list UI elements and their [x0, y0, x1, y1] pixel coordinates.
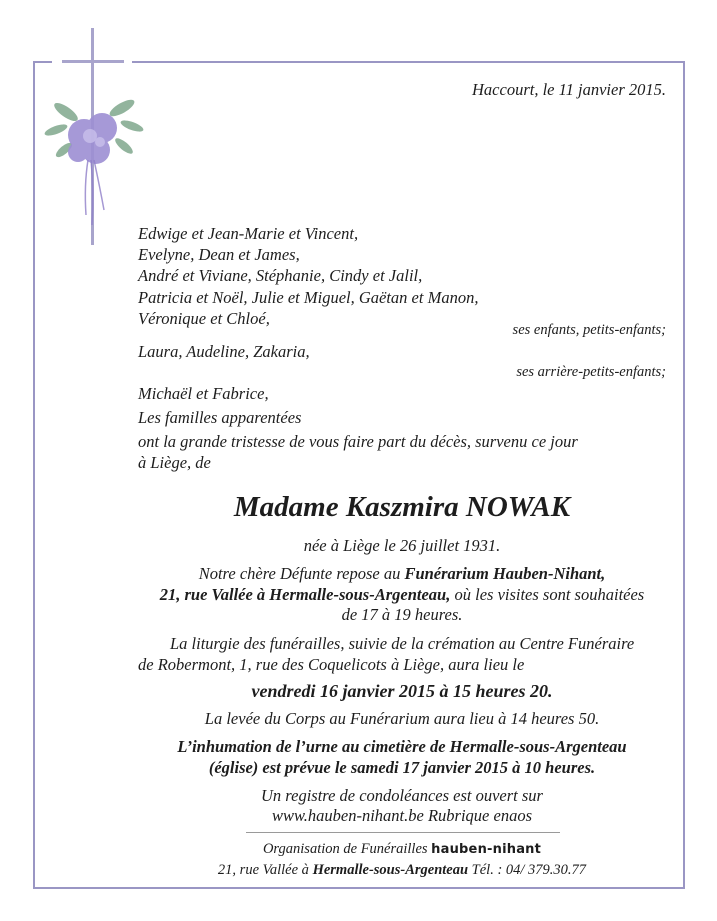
- footer-divider: [246, 832, 560, 833]
- liturgy-line: La liturgie des funérailles, suivie de la crémation au Centre Funéraire: [170, 634, 635, 653]
- funerarium-line: 21, rue Vallée à Hermalle-sous-Argenteau, où les visites sont souhaitées: [159, 585, 645, 604]
- family-role: ses enfants, petits-enfants;: [512, 322, 666, 338]
- inhumation-line: L’inhumation de l’urne au cimetière de Hermalle-sous-Argenteau: [177, 737, 627, 756]
- funerarium-line: Notre chère Défunte repose au Funérarium Hauben-Nihant,: [198, 564, 606, 583]
- family-line: Edwige et Jean-Marie et Vincent,: [138, 224, 359, 243]
- family-line: Evelyne, Dean et James,: [138, 245, 300, 264]
- deceased-name: Madame Kaszmira NOWAK: [233, 491, 571, 523]
- levee-line: La levée du Corps au Funérarium aura lieu à 14 heures 50.: [204, 709, 600, 728]
- family-line: Michaël et Fabrice,: [138, 384, 269, 403]
- cross-horizontal: [62, 60, 124, 63]
- flower-icon: [44, 90, 154, 230]
- family-line: André et Viviane, Stéphanie, Cindy et Jalil,: [138, 266, 423, 285]
- family-line: ont la grande tristesse de vous faire part du décès, survenu ce jour: [138, 432, 578, 451]
- family-line: Les familles apparentées: [138, 408, 302, 427]
- brand-logo: hauben-nihant: [431, 842, 542, 857]
- register-line: Un registre de condoléances est ouvert sur: [261, 786, 543, 805]
- register-link: www.hauben-nihant.be Rubrique enaos: [271, 806, 532, 825]
- family-line: Laura, Audeline, Zakaria,: [138, 342, 310, 361]
- address-line: 21, rue Vallée à Hermalle-sous-Argenteau Tél. : 04/ 379.30.77: [217, 862, 587, 878]
- birth-line: née à Liège le 26 juillet 1931.: [303, 536, 501, 555]
- family-line: à Liège, de: [138, 453, 211, 472]
- family-line: Patricia et Noël, Julie et Miguel, Gaëtan et Manon,: [138, 288, 479, 307]
- family-role: ses arrière-petits-enfants;: [516, 364, 666, 380]
- liturgy-line: de Robermont, 1, rue des Coquelicots à Liège, aura lieu le: [138, 655, 525, 674]
- liturgy-date: vendredi 16 janvier 2015 à 15 heures 20.: [251, 681, 553, 701]
- inhumation-line: (église) est prévue le samedi 17 janvier 2015 à 10 heures.: [208, 758, 596, 777]
- funerarium-hours: de 17 à 19 heures.: [341, 605, 463, 624]
- date-line: Haccourt, le 11 janvier 2015.: [472, 80, 666, 99]
- organisation-line: Organisation de Funérailles hauben-nihant: [262, 841, 542, 857]
- family-line: Véronique et Chloé,: [138, 309, 270, 328]
